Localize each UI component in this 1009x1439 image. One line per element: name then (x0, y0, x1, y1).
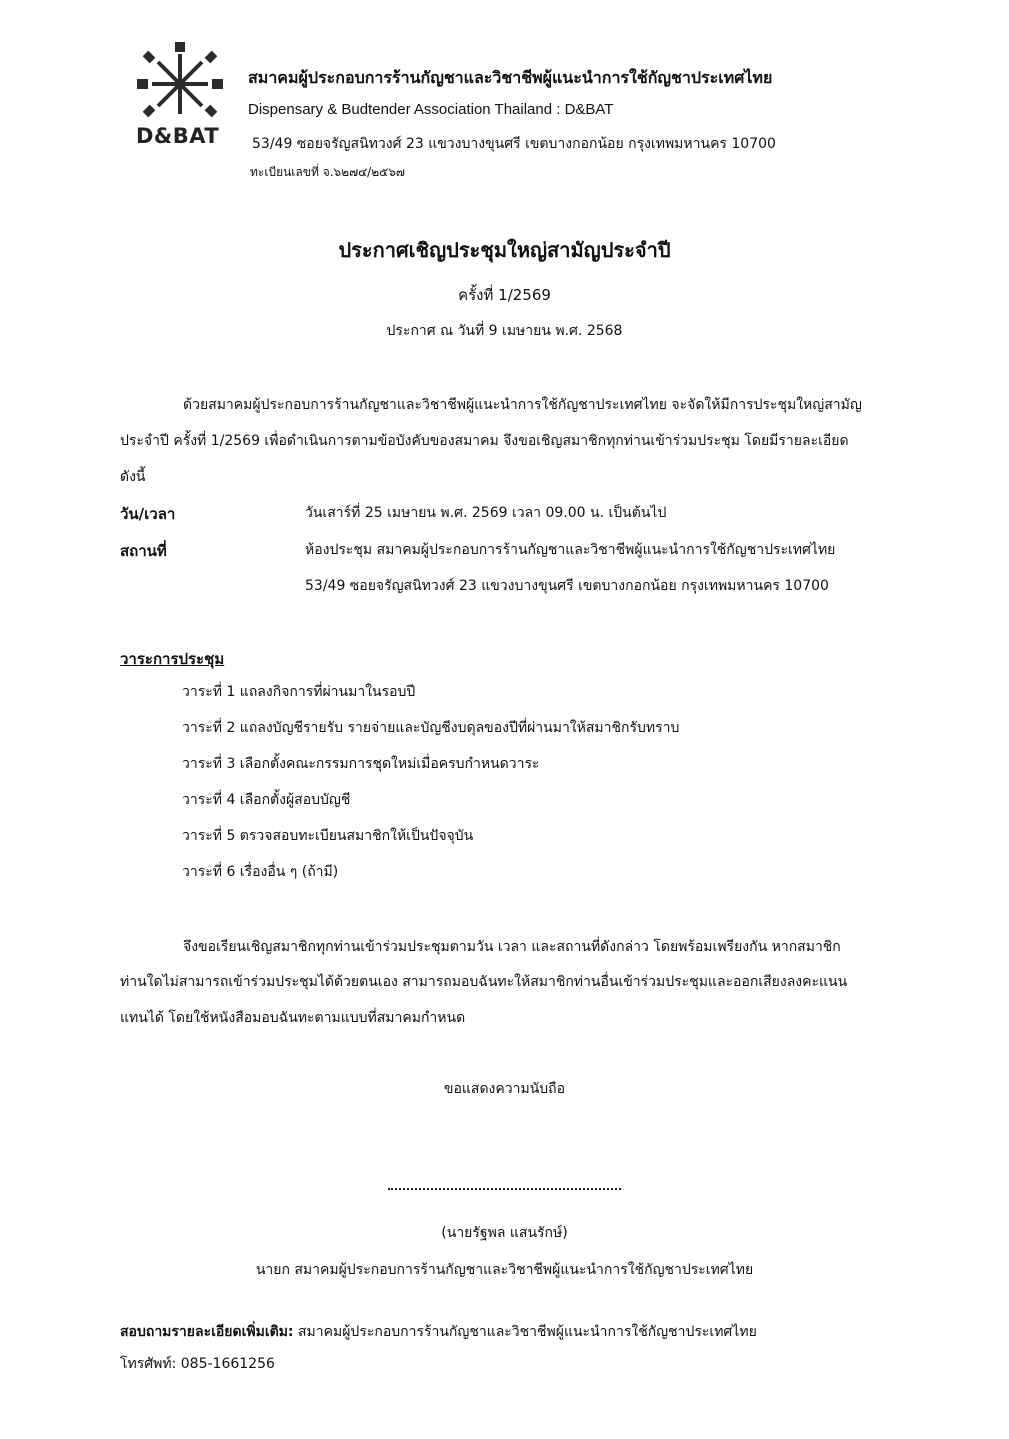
closing-line-3: แทนได้ โดยใช้หนังสือมอบฉันทะตามแบบที่สมาคมกำหนด (120, 1010, 466, 1026)
contact-phone: โทรศัพท์: 085-1661256 (120, 1356, 275, 1372)
agenda-item: วาระที่ 6 เรื่องอื่น ๆ (ถ้ามี) (182, 864, 339, 880)
agenda-item: วาระที่ 5 ตรวจสอบทะเบียนสมาชิกให้เป็นปัจจุบัน (182, 828, 474, 844)
signatory-name: (นายรัฐพล แสนรักษ์) (441, 1225, 568, 1241)
session-number: ครั้งที่ 1/2569 (458, 286, 551, 304)
venue-line-2: 53/49 ซอยจรัญสนิทวงศ์ 23 แขวงบางขุนศรี เขตบางกอกน้อย กรุงเทพมหานคร 10700 (305, 578, 829, 594)
closing-line-2: ท่านใดไม่สามารถเข้าร่วมประชุมได้ด้วยตนเอง สามารถมอบฉันทะให้สมาชิกท่านอื่นเข้าร่วมประชุมและออกเสียงลงคะแนน (120, 974, 848, 990)
contact-organization: สมาคมผู้ประกอบการร้านกัญชาและวิชาชีพผู้แนะนำการใช้กัญชาประเทศไทย (293, 1324, 757, 1340)
registration-number: ทะเบียนเลขที่ จ.๖๒๗๔/๒๕๖๗ (250, 165, 405, 179)
contact-info (120, 1321, 757, 1343)
date-time-label: วัน/เวลา (120, 505, 176, 523)
agenda-list (182, 682, 679, 898)
association-name-english: Dispensary & Budtender Association Thailand : D&BAT (248, 101, 614, 118)
agenda-item: วาระที่ 1 แถลงกิจการที่ผ่านมาในรอบปี (182, 684, 416, 700)
signatory-title: นายก สมาคมผู้ประกอบการร้านกัญชาและวิชาชีพผู้แนะนำการใช้กัญชาประเทศไทย (255, 1262, 754, 1278)
agenda-item: วาระที่ 4 เลือกตั้งผู้สอบบัญชี (182, 792, 351, 808)
intro-line-2: ประจำปี ครั้งที่ 1/2569 เพื่อดำเนินการตามข้อบังคับของสมาคม จึงขอเชิญสมาชิกทุกท่านเข้าร่วมประชุม โดยมีรายละเอียด (120, 433, 849, 449)
venue-line-1: ห้องประชุม สมาคมผู้ประกอบการร้านกัญชาและวิชาชีพผู้แนะนำการใช้กัญชาประเทศไทย (305, 542, 836, 558)
logo-wordmark: D&BAT (136, 124, 220, 148)
agenda-item: วาระที่ 2 แถลงบัญชีรายรับ รายจ่ายและบัญชีงบดุลของปีที่ผ่านมาให้สมาชิกรับทราบ (182, 720, 680, 736)
venue-label: สถานที่ (120, 542, 167, 560)
regards-text: ขอแสดงความนับถือ (443, 1081, 566, 1097)
announcement-date: ประกาศ ณ วันที่ 9 เมษายน พ.ศ. 2568 (386, 323, 623, 339)
intro-line-3: ดังนี้ (120, 469, 146, 485)
contact-label: สอบถามรายละเอียดเพิ่มเติม: (120, 1324, 294, 1340)
signature-line (388, 1188, 621, 1190)
association-address: 53/49 ซอยจรัญสนิทวงศ์ 23 แขวงบางขุนศรี เขตบางกอกน้อย กรุงเทพมหานคร 10700 (252, 136, 776, 152)
agenda-heading: วาระการประชุม (120, 650, 225, 668)
closing-line-1: จึงขอเรียนเชิญสมาชิกทุกท่านเข้าร่วมประชุมตามวัน เวลา และสถานที่ดังกล่าว โดยพร้อมเพรียงกัน หากสมาชิก (183, 939, 841, 955)
intro-line-1: ด้วยสมาคมผู้ประกอบการร้านกัญชาและวิชาชีพผู้แนะนำการใช้กัญชาประเทศไทย จะจัดให้มีการประชุมใหญ่สามัญ (183, 397, 862, 413)
agenda-item: วาระที่ 3 เลือกตั้งคณะกรรมการชุดใหม่เมื่อครบกำหนดวาระ (182, 756, 540, 772)
association-name-thai: สมาคมผู้ประกอบการร้านกัญชาและวิชาชีพผู้แนะนำการใช้กัญชาประเทศไทย (248, 68, 773, 87)
date-time-value: วันเสาร์ที่ 25 เมษายน พ.ศ. 2569 เวลา 09.00 น. เป็นต้นไป (305, 505, 667, 521)
document-title: ประกาศเชิญประชุมใหญ่สามัญประจำปี (338, 238, 671, 262)
